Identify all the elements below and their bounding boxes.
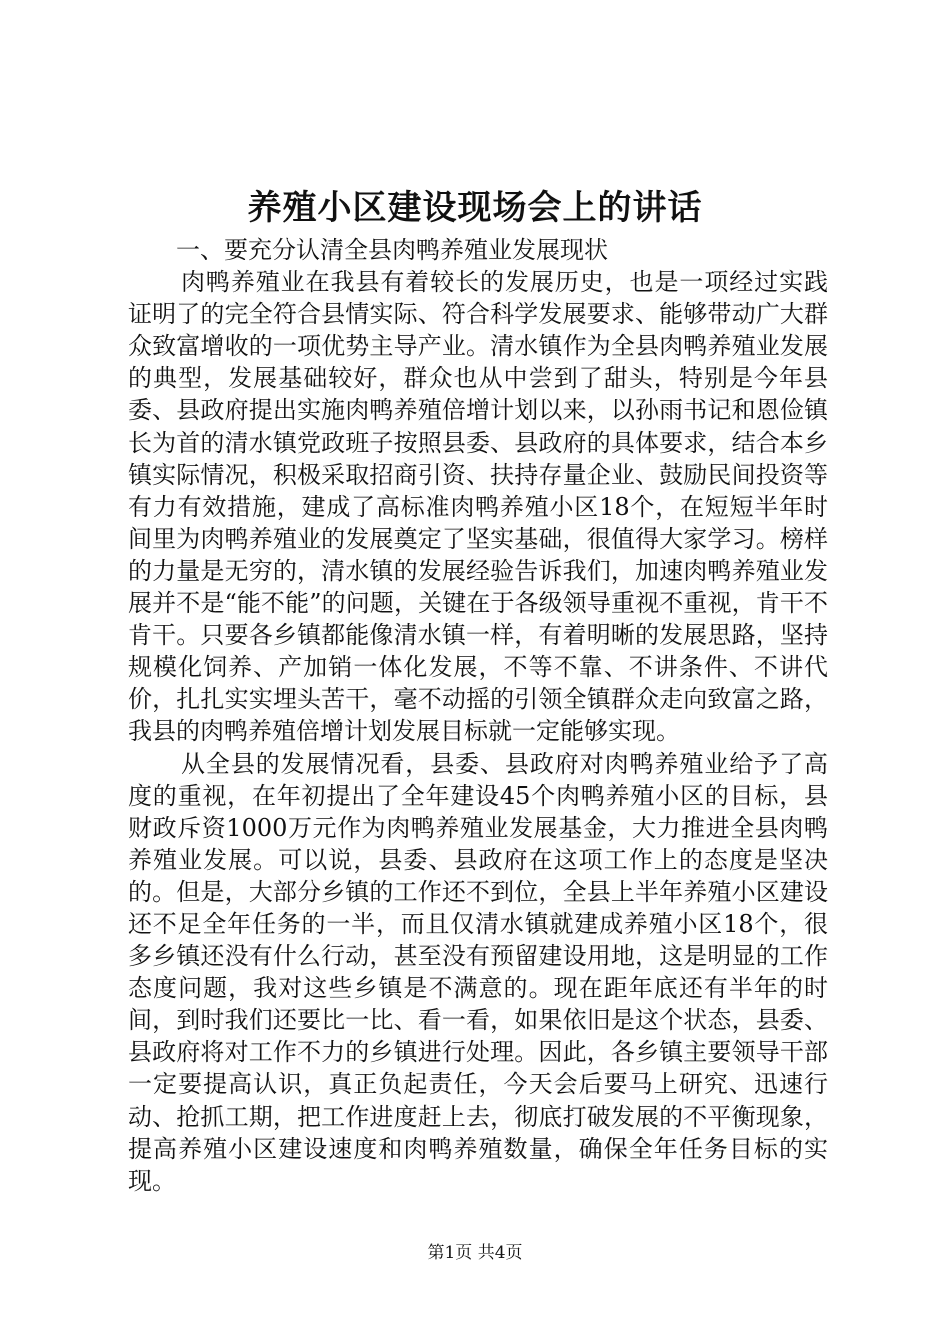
document-title: 养殖小区建设现场会上的讲话: [247, 188, 703, 228]
body-paragraph-2: 从全县的发展情况看，县委、县政府对肉鸭养殖业给予了高度的重视，在年初提出了全年建设45个肉鸭养殖小区的目标，县财政斥资1000万元作为肉鸭养殖业发展基金，大力推进全县肉鸭养殖业发展。可以说，县委、县政府在这项工作上的态度是坚决的。但是，大部分乡镇的工作还不到位，全县上半年养殖小区建设还不足全年任务的一半，而且仅清水镇就建成养殖小区18个，很多乡镇还没有什么行动，甚至没有预留建设用地，这是明显的工作态度问题，我对这些乡镇是不满意的。现在距年底还有半年的时间，到时我们还要比一比、看一看，如果依旧是这个状态，县委、县政府将对工作不力的乡镇进行处理。因此，各乡镇主要领导干部一定要提高认识，真正负起责任，今天会后要马上研究、迅速行动、抢抓工期，把工作进度赶上去，彻底打破发展的不平衡现象，提高养殖小区建设速度和肉鸭养殖数量，确保全年任务目标的实现。: [128, 749, 828, 1195]
document-body: [128, 234, 828, 1197]
section-heading: 一、要充分认清全县肉鸭养殖业发展现状: [176, 236, 608, 264]
page-footer: 第1页 共4页: [427, 1243, 523, 1263]
body-paragraph-1: 肉鸭养殖业在我县有着较长的发展历史，也是一项经过实践证明了的完全符合县情实际、符合科学发展要求、能够带动广大群众致富增收的一项优势主导产业。清水镇作为全县肉鸭养殖业发展的典型，发展基础较好，群众也从中尝到了甜头，特别是今年县委、县政府提出实施肉鸭养殖倍增计划以来，以孙雨书记和恩俭镇长为首的清水镇党政班子按照县委、县政府的具体要求，结合本乡镇实际情况，积极采取招商引资、扶持存量企业、鼓励民间投资等有力有效措施，建成了高标准肉鸭养殖小区18个，在短短半年时间里为肉鸭养殖业的发展奠定了坚实基础，很值得大家学习。榜样的力量是无穷的，清水镇的发展经验告诉我们，加速肉鸭养殖业发展并不是“能不能”的问题，关键在于各级领导重视不重视，肯干不肯干。只要各乡镇都能像清水镇一样，有着明晰的发展思路，坚持规模化饲养、产加销一体化发展，不等不靠、不讲条件、不讲代价，扎扎实实埋头苦干，毫不动摇的引领全镇群众走向致富之路，我县的肉鸭养殖倍增计划发展目标就一定能够实现。: [128, 268, 828, 746]
